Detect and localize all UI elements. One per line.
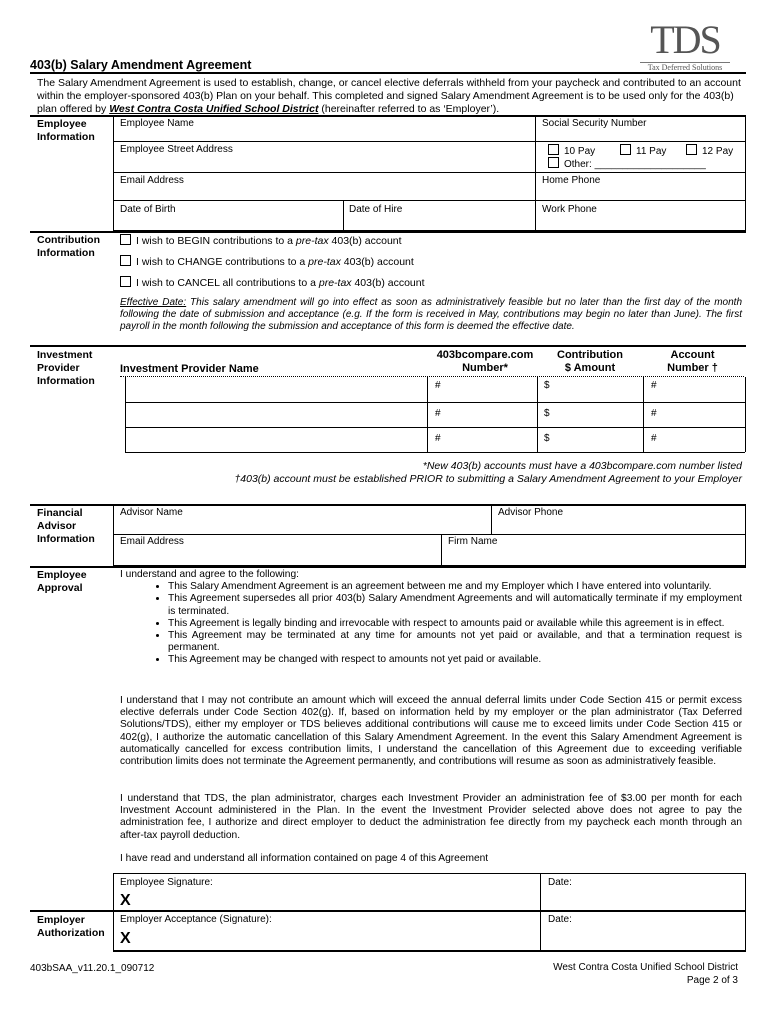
approval-bullets [120,581,742,666]
row3-403-number[interactable]: # [435,433,441,444]
row2-account[interactable]: # [651,408,657,419]
change-option[interactable]: I wish to CHANGE contributions to a pre-tax 403(b) account [120,255,414,268]
investment-info-label: Investment Provider Information [37,349,95,387]
employee-info-label: Employee Information [37,118,95,143]
advisor-info-label: Financial Advisor Information [37,507,95,545]
logo-subtext: Tax Deferred Solutions [640,62,730,72]
row2-403-number[interactable]: # [435,408,441,419]
pay-10-option[interactable]: 10 Pay [548,144,595,157]
cancel-option[interactable]: I wish to CANCEL all contributions to a pre-tax 403(b) account [120,276,425,289]
begin-option[interactable]: I wish to BEGIN contributions to a pre-tax 403(b) account [120,234,402,247]
effective-date-text: Effective Date: This salary amendment will go into effect as soon as administratively feasible but no later than the first day of the month following the date of submission and acceptance (e.g. If the form is received in May, contributions may begin no later than June). The first payroll in the month following the submission and acceptance of this form is deemed the effective date. [120,297,743,333]
employee-signature-label: Employee Signature: [120,877,213,888]
pay-12-checkbox[interactable] [686,144,697,155]
col-provider-name: Investment Provider Name [120,363,259,375]
advisor-name-field[interactable]: Advisor Name [120,507,183,518]
dob-field[interactable]: Date of Birth [120,204,176,215]
pay-10-checkbox[interactable] [548,144,559,155]
pay-11-checkbox[interactable] [620,144,631,155]
page4-acknowledgement: I have read and understand all information contained on page 4 of this Agreement [120,853,489,864]
pay-other-option[interactable]: Other: ____________________ [548,157,706,170]
contribution-info-label: Contribution Information [37,234,100,259]
form-id: 403bSAA_v11.20.1_090712 [30,963,155,974]
row1-amount[interactable]: $ [544,380,550,391]
hire-date-field[interactable]: Date of Hire [349,204,403,215]
home-phone-field[interactable]: Home Phone [542,175,601,186]
page-title: 403(b) Salary Amendment Agreement [30,58,252,72]
row3-account[interactable]: # [651,433,657,444]
note-403bcompare: *New 403(b) accounts must have a 403bcompare.com number listed [422,460,742,472]
employer-acceptance-label: Employer Acceptance (Signature): [120,914,272,925]
change-checkbox[interactable] [120,255,131,266]
approval-label: Employee Approval [37,569,87,594]
footer-district: West Contra Costa Unified School District [553,962,738,973]
bullet-item: • This Agreement is legally binding and irrevocable with respect to amounts paid or available while this agreement is in effect. [168,618,742,630]
footer-right [480,961,738,987]
col-403bcompare: 403bcompare.com Number* [436,349,534,374]
note-account-established: †403(b) account must be established PRIOR to submitting a Salary Amendment Agreement to your Employer [234,473,742,485]
tds-logo [640,17,730,72]
work-phone-field[interactable]: Work Phone [542,204,597,215]
firm-name-field[interactable]: Firm Name [448,536,498,547]
begin-checkbox[interactable] [120,234,131,245]
employee-name-field[interactable]: Employee Name [120,118,194,129]
admin-fee-paragraph: I understand that TDS, the plan administrator, charges each Investment Provider an administration fee of $3.00 per month for each Investment Account administered in the Plan. In the event the Investment Provider selected above does not agree to pay the administration fee, I authorize and direct employer to deduct the administration fee directly from my paycheck each month through an after-tax payroll deduction. [120,793,742,841]
ssn-field[interactable]: Social Security Number [542,118,647,129]
row3-amount[interactable]: $ [544,433,550,444]
employee-date-label: Date: [548,877,572,888]
advisor-email-field[interactable]: Email Address [120,536,184,547]
employer-auth-label: Employer Authorization [37,914,105,939]
col-contribution: Contribution $ Amount [557,349,623,374]
cancel-checkbox[interactable] [120,276,131,287]
bullet-item: • This Agreement supersedes all prior 403(b) Salary Amendment Agreements and will automatically terminate if my employment is terminated. [168,593,742,617]
approval-terms [120,569,742,667]
row1-403-number[interactable]: # [435,380,441,391]
employee-signature-field[interactable]: X [120,892,131,909]
pay-12-option[interactable]: 12 Pay [686,144,733,157]
col-account-number: Account Number † [667,349,718,374]
district-name: West Contra Costa Unified School District [109,103,319,115]
advisor-phone-field[interactable]: Advisor Phone [498,507,564,518]
street-address-field[interactable]: Employee Street Address [120,144,233,155]
row2-amount[interactable]: $ [544,408,550,419]
employer-signature-field[interactable]: X [120,930,131,947]
deferral-limits-paragraph: I understand that I may not contribute an amount which will exceed the annual deferral limits under Code Section 415 or permit excess elective deferrals under Code Section 402(g). If, based on information held by my employer or the plan administrator (Tax Deferred Solutions/TDS), either my employer or TDS believes additional contributions will cause me to exceed limits under Code Section 415 or 402(g), I authorize the automatic cancellation of this Salary Amendment Agreement. In the event this Salary Amendment Agreement is automatically cancelled for excess contribution limits, I understand the cancellation of this Agreement due to exceeding verifiable contribution limits does not terminate the Agreement permanently, and contributions will resume as soon as administratively feasible. [120,695,742,768]
bullet-item: • This Agreement may be terminated at any time for amounts not yet paid or available, and that a termination request is permanent. [168,630,742,654]
email-field[interactable]: Email Address [120,175,184,186]
row1-account[interactable]: # [651,380,657,391]
pay-11-option[interactable]: 11 Pay [620,144,666,157]
bullet-item: • This Salary Amendment Agreement is an agreement between me and my Employer which I have entered into voluntarily. [168,581,742,593]
logo-text: TDS [650,17,720,62]
approval-lead: I understand and agree to the following: [120,569,299,580]
pay-other-checkbox[interactable] [548,157,559,168]
bullet-item: • This Agreement may be changed with respect to amounts not yet paid or available. [168,654,742,666]
page-number: Page 2 of 3 [686,975,738,986]
employer-date-label: Date: [548,914,572,925]
intro-text: The Salary Amendment Agreement is used to establish, change, or cancel elective deferrals withheld from your paycheck and contributed to an account within the employer-sponsored 403(b) Plan on your behalf. This completed and signed Salary Amendment Agreement is to be used only for the 403(b) plan offered by West Contra Costa Unified School District (hereinafter referred to as ‘Employer’). [37,77,741,115]
